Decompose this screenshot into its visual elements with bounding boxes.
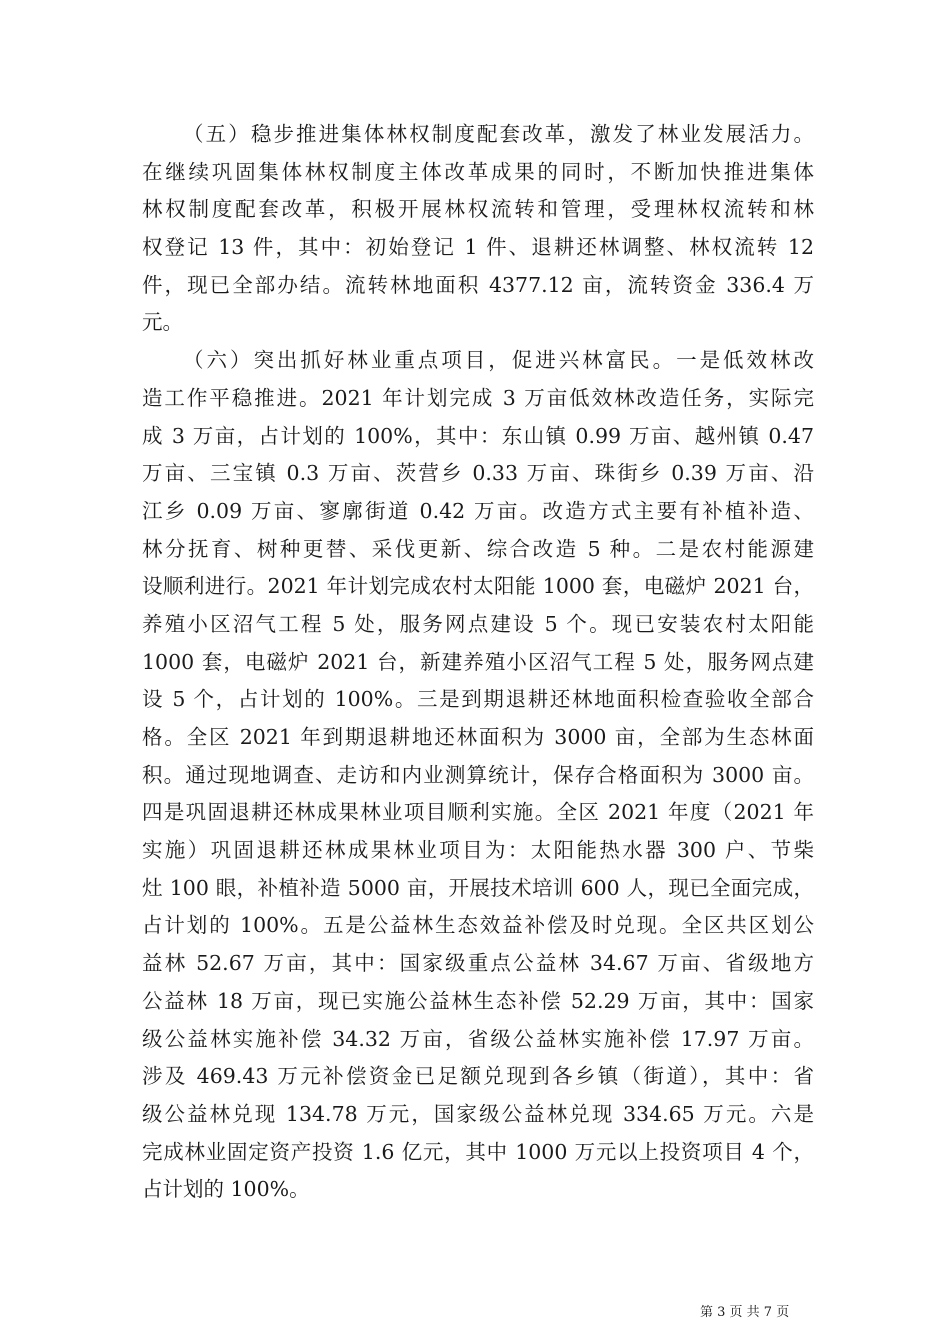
- paragraph-line: 养殖小区沼气工程 5 处，服务网点建设 5 个。现已安装农村太阳能: [142, 611, 814, 636]
- paragraph-line: 级公益林兑现 134.78 万元，国家级公益林兑现 334.65 万元。六是: [142, 1101, 814, 1126]
- paragraph-line: 占计划的 100%。: [142, 1177, 310, 1202]
- page-number-footer: 第 3 页 共 7 页: [700, 1305, 790, 1320]
- paragraph-line: 公益林 18 万亩，现已实施公益林生态补偿 52.29 万亩，其中：国家: [142, 988, 814, 1013]
- paragraph-line: 格。全区 2021 年到期退耕地还林面积为 3000 亩，全部为生态林面: [142, 725, 814, 749]
- paragraph-line: 万亩、三宝镇 0.3 万亩、茨营乡 0.33 万亩、珠街乡 0.39 万亩、沿: [142, 461, 814, 486]
- paragraph-line: 积。通过现地调查、走访和内业测算统计，保存合格面积为 3000 亩。: [142, 762, 814, 787]
- paragraph-line: 级公益林实施补偿 34.32 万亩，省级公益林实施补偿 17.97 万亩。: [142, 1026, 814, 1051]
- paragraph-line: 灶 100 眼，补植补造 5000 亩，开展技术培训 600 人，现已全面完成，: [142, 875, 814, 900]
- paragraph-line: （五）稳步推进集体林权制度配套改革，激发了林业发展活力。: [183, 122, 814, 146]
- paragraph-line: 设 5 个，占计划的 100%。三是到期退耕还林地面积检查验收全部合: [142, 687, 814, 712]
- paragraph-line: 益林 52.67 万亩，其中：国家级重点公益林 34.67 万亩、省级地方: [142, 951, 814, 976]
- paragraph-line: 造工作平稳推进。2021 年计划完成 3 万亩低效林改造任务，实际完: [142, 385, 814, 410]
- paragraph-line: 四是巩固退耕还林成果林业项目顺利实施。全区 2021 年度（2021 年: [142, 800, 814, 825]
- paragraph-line: 完成林业固定资产投资 1.6 亿元，其中 1000 万元以上投资项目 4 个，: [142, 1139, 814, 1164]
- document-body: [142, 116, 814, 1209]
- paragraph-line: 1000 套，电磁炉 2021 台，新建养殖小区沼气工程 5 处，服务网点建: [142, 649, 814, 674]
- paragraph-line: 权登记 13 件，其中：初始登记 1 件、退耕还林调整、林权流转 12: [142, 235, 814, 260]
- paragraph-line: （六）突出抓好林业重点项目，促进兴林富民。一是低效林改: [183, 348, 814, 373]
- paragraph-line: 占计划的 100%。五是公益林生态效益补偿及时兑现。全区共区划公: [142, 913, 814, 938]
- paragraph-line: 林分抚育、树种更替、采伐更新、综合改造 5 种。二是农村能源建: [142, 536, 814, 561]
- paragraph-line: 在继续巩固集体林权制度主体改革成果的同时，不断加快推进集体: [142, 159, 814, 184]
- paragraph-line: 实施）巩固退耕还林成果林业项目为：太阳能热水器 300 户、节柴: [142, 838, 814, 863]
- paragraph-line: 设顺利进行。2021 年计划完成农村太阳能 1000 套，电磁炉 2021 台，: [142, 574, 814, 599]
- paragraph-line: 元。: [142, 310, 183, 335]
- paragraph-line: 涉及 469.43 万元补偿资金已足额兑现到各乡镇（街道），其中：省: [142, 1064, 814, 1089]
- paragraph-line: 林权制度配套改革，积极开展林权流转和管理，受理林权流转和林: [142, 197, 814, 222]
- paragraph-line: 成 3 万亩，占计划的 100%，其中：东山镇 0.99 万亩、越州镇 0.47: [142, 423, 814, 448]
- paragraph-line: 江乡 0.09 万亩、寥廓街道 0.42 万亩。改造方式主要有补植补造、: [142, 498, 814, 523]
- paragraph-six: [142, 342, 814, 1209]
- paragraph-line: 件，现已全部办结。流转林地面积 4377.12 亩，流转资金 336.4 万: [142, 272, 814, 297]
- paragraph-five: [142, 116, 814, 342]
